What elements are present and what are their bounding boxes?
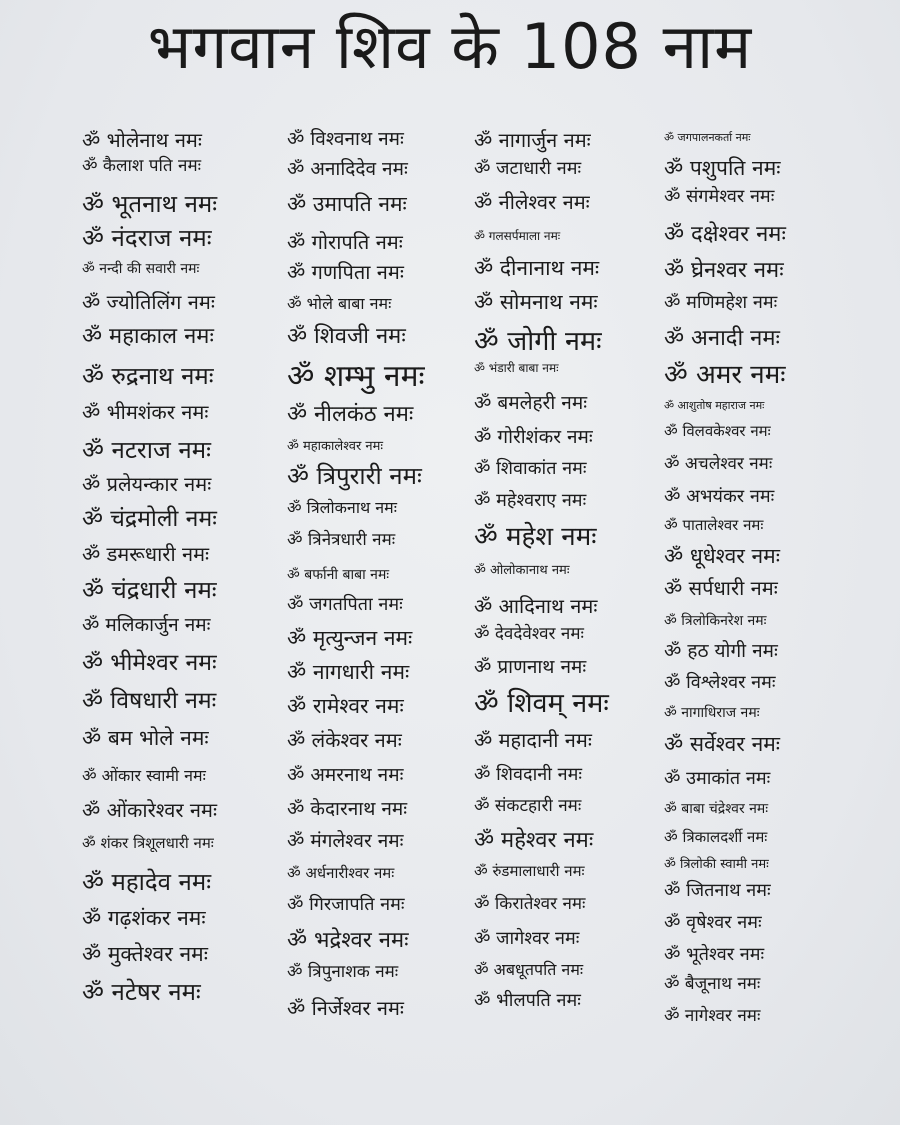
shiva-name-item: ॐ निर्जेश्वर नमः bbox=[287, 996, 404, 1020]
shiva-name-item: ॐ भोले बाबा नमः bbox=[287, 294, 392, 313]
shiva-name-item: ॐ ज्योतिलिंग नमः bbox=[82, 290, 215, 314]
shiva-name-item: ॐ महेश्वराए नमः bbox=[474, 490, 587, 511]
shiva-name-item: ॐ हठ योगी नमः bbox=[664, 640, 778, 662]
shiva-name-item: ॐ अर्धनारीश्वर नमः bbox=[287, 864, 395, 882]
shiva-name-item: ॐ नटराज नमः bbox=[82, 436, 211, 464]
shiva-name-item: ॐ चंद्रमोली नमः bbox=[82, 506, 217, 532]
shiva-name-item: ॐ बर्फानी बाबा नमः bbox=[287, 567, 390, 583]
shiva-name-item: ॐ मृत्युन्जन नमः bbox=[287, 626, 413, 650]
shiva-name-item: ॐ भंडारी बाबा नमः bbox=[474, 361, 559, 375]
shiva-name-item: ॐ नागेश्वर नमः bbox=[664, 1006, 761, 1026]
shiva-name-item: ॐ सर्पधारी नमः bbox=[664, 576, 778, 600]
shiva-name-item: ॐ कैलाश पति नमः bbox=[82, 156, 202, 176]
shiva-name-item: ॐ संगमेश्वर नमः bbox=[664, 186, 775, 207]
shiva-name-item: ॐ गोरीशंकर नमः bbox=[474, 426, 593, 448]
shiva-name-item: ॐ नटेषर नमः bbox=[82, 978, 201, 1006]
shiva-name-item: ॐ ओंकार स्वामी नमः bbox=[82, 766, 206, 785]
shiva-name-item: ॐ अबधूतपति नमः bbox=[474, 960, 584, 979]
shiva-name-item: ॐ अभयंकर नमः bbox=[664, 486, 775, 507]
shiva-name-item: ॐ शिवदानी नमः bbox=[474, 764, 583, 785]
shiva-name-item: ॐ भद्रेश्वर नमः bbox=[287, 928, 409, 953]
shiva-name-item: ॐ महाकालेश्वर नमः bbox=[287, 439, 384, 454]
shiva-name-item: ॐ ओलोकानाथ नमः bbox=[474, 563, 570, 578]
shiva-name-item: ॐ बम भोले नमः bbox=[82, 726, 209, 750]
shiva-name-item: ॐ सर्वेश्वर नमः bbox=[664, 732, 781, 756]
shiva-name-item: ॐ दक्षेश्वर नमः bbox=[664, 222, 786, 247]
shiva-name-item: ॐ प्रलेयन्कार नमः bbox=[82, 472, 212, 496]
shiva-name-item: ॐ बमलेहरी नमः bbox=[474, 392, 588, 414]
shiva-name-item: ॐ ओंकारेश्वर नमः bbox=[82, 798, 218, 822]
shiva-name-item: ॐ महेश नमः bbox=[474, 522, 597, 552]
shiva-name-item: ॐ मंगलेश्वर नमः bbox=[287, 830, 404, 852]
shiva-name-item: ॐ नागार्जुन नमः bbox=[474, 128, 591, 152]
shiva-name-item: ॐ त्रिलोकी स्वामी नमः bbox=[664, 857, 769, 872]
shiva-name-item: ॐ गिरजापति नमः bbox=[287, 894, 405, 915]
shiva-name-item: ॐ विश्वनाथ नमः bbox=[287, 128, 404, 150]
shiva-name-item: ॐ भूतनाथ नमः bbox=[82, 190, 218, 218]
shiva-name-item: ॐ धूधेश्वर नमः bbox=[664, 544, 780, 568]
shiva-name-item: ॐ डमरूधारी नमः bbox=[82, 542, 210, 566]
shiva-name-item: ॐ मलिकार्जुन नमः bbox=[82, 614, 211, 636]
shiva-name-item: ॐ लंकेश्वर नमः bbox=[287, 728, 402, 752]
shiva-name-item: ॐ विश्लेश्वर नमः bbox=[664, 672, 776, 693]
shiva-name-item: ॐ आशुतोष महाराज नमः bbox=[664, 399, 765, 412]
shiva-name-item: ॐ गोरापति नमः bbox=[287, 230, 403, 254]
shiva-name-item: ॐ शिवम् नमः bbox=[474, 688, 609, 719]
shiva-name-item: ॐ नंदराज नमः bbox=[82, 224, 212, 252]
shiva-name-item: ॐ भूतेश्वर नमः bbox=[664, 944, 765, 965]
shiva-name-item: ॐ अनादिदेव नमः bbox=[287, 158, 408, 180]
shiva-name-item: ॐ दीनानाथ नमः bbox=[474, 256, 600, 280]
shiva-name-item: ॐ त्रिनेत्रधारी नमः bbox=[287, 530, 396, 550]
shiva-name-item: ॐ गणपिता नमः bbox=[287, 260, 404, 284]
shiva-name-item: ॐ जगतपिता नमः bbox=[287, 594, 403, 615]
shiva-name-item: ॐ उमापति नमः bbox=[287, 192, 407, 216]
shiva-name-item: ॐ शिवाकांत नमः bbox=[474, 458, 587, 479]
shiva-name-item: ॐ विलवकेश्वर नमः bbox=[664, 422, 771, 440]
shiva-name-item: ॐ भीमशंकर नमः bbox=[82, 400, 209, 424]
shiva-name-item: ॐ नागधारी नमः bbox=[287, 660, 410, 684]
shiva-name-item: ॐ भीलपति नमः bbox=[474, 990, 581, 1011]
shiva-name-item: ॐ प्राणनाथ नमः bbox=[474, 656, 587, 678]
shiva-name-item: ॐ महेश्वर नमः bbox=[474, 828, 594, 853]
shiva-name-item: ॐ घ्रेनश्वर नमः bbox=[664, 258, 784, 283]
shiva-name-item: ॐ मुक्तेश्वर नमः bbox=[82, 942, 208, 966]
shiva-name-item: ॐ नीलकंठ नमः bbox=[287, 402, 414, 427]
page-title: भगवान शिव के 108 नाम bbox=[147, 10, 753, 83]
shiva-name-item: ॐ अचलेश्वर नमः bbox=[664, 454, 773, 474]
shiva-name-item: ॐ जगपालनकर्ता नमः bbox=[664, 131, 751, 144]
shiva-name-item: ॐ रुद्रनाथ नमः bbox=[82, 362, 214, 390]
shiva-name-item: ॐ वृषेश्वर नमः bbox=[664, 912, 762, 933]
shiva-name-item: ॐ रामेश्वर नमः bbox=[287, 694, 404, 718]
shiva-name-item: ॐ चंद्रधारी नमः bbox=[82, 576, 217, 604]
shiva-name-item: ॐ बाबा चंद्रेश्वर नमः bbox=[664, 801, 769, 817]
shiva-name-item: ॐ उमाकांत नमः bbox=[664, 768, 771, 789]
shiva-name-item: ॐ भोलेनाथ नमः bbox=[82, 128, 202, 152]
shiva-name-item: ॐ विषधारी नमः bbox=[82, 688, 217, 714]
shiva-name-item: ॐ महादानी नमः bbox=[474, 728, 592, 752]
shiva-name-item: ॐ नागाधिराज नमः bbox=[664, 705, 760, 721]
shiva-name-item: ॐ शिवजी नमः bbox=[287, 324, 406, 349]
shiva-name-item: ॐ नीलेश्वर नमः bbox=[474, 190, 590, 214]
shiva-name-item: ॐ रुंडमालाधारी नमः bbox=[474, 862, 585, 880]
shiva-name-item: ॐ मणिमहेश नमः bbox=[664, 292, 778, 313]
shiva-name-item: ॐ आदिनाथ नमः bbox=[474, 594, 598, 618]
shiva-name-item: ॐ भीमेश्वर नमः bbox=[82, 650, 217, 676]
shiva-name-item: ॐ गलसर्पमाला नमः bbox=[474, 229, 561, 243]
shiva-name-item: ॐ सोमनाथ नमः bbox=[474, 290, 598, 314]
shiva-name-item: ॐ देवदेवेश्वर नमः bbox=[474, 624, 584, 644]
shiva-name-item: ॐ जोगी नमः bbox=[474, 326, 602, 357]
shiva-name-item: ॐ केदारनाथ नमः bbox=[287, 798, 408, 820]
shiva-name-item: ॐ शम्भु नमः bbox=[287, 359, 425, 394]
shiva-name-item: ॐ पातालेश्वर नमः bbox=[664, 516, 764, 534]
shiva-name-item: ॐ जटाधारी नमः bbox=[474, 158, 582, 179]
shiva-name-item: ॐ पशुपति नमः bbox=[664, 156, 781, 180]
shiva-name-item: ॐ नन्दी की सवारी नमः bbox=[82, 261, 200, 277]
shiva-name-item: ॐ अनादी नमः bbox=[664, 326, 780, 351]
shiva-name-item: ॐ अमर नमः bbox=[664, 360, 786, 390]
shiva-name-item: ॐ बैजूनाथ नमः bbox=[664, 974, 761, 994]
shiva-name-item: ॐ त्रिलोकिनरेश नमः bbox=[664, 613, 767, 629]
shiva-name-item: ॐ जागेश्वर नमः bbox=[474, 928, 580, 949]
shiva-name-item: ॐ गढ़शंकर नमः bbox=[82, 906, 206, 930]
shiva-name-item: ॐ किरातेश्वर नमः bbox=[474, 894, 586, 914]
shiva-name-item: ॐ त्रिलोकनाथ नमः bbox=[287, 498, 397, 517]
shiva-name-item: ॐ जितनाथ नमः bbox=[664, 880, 771, 901]
shiva-name-item: ॐ महादेव नमः bbox=[82, 868, 212, 896]
shiva-name-item: ॐ शंकर त्रिशूलधारी नमः bbox=[82, 834, 214, 852]
shiva-name-item: ॐ अमरनाथ नमः bbox=[287, 764, 404, 786]
shiva-name-item: ॐ महाकाल नमः bbox=[82, 324, 214, 349]
shiva-name-item: ॐ त्रिकालदर्शी नमः bbox=[664, 828, 768, 846]
shiva-name-item: ॐ त्रिपुनाशक नमः bbox=[287, 962, 399, 982]
shiva-name-item: ॐ संकटहारी नमः bbox=[474, 796, 582, 816]
shiva-name-item: ॐ त्रिपुरारी नमः bbox=[287, 462, 422, 490]
